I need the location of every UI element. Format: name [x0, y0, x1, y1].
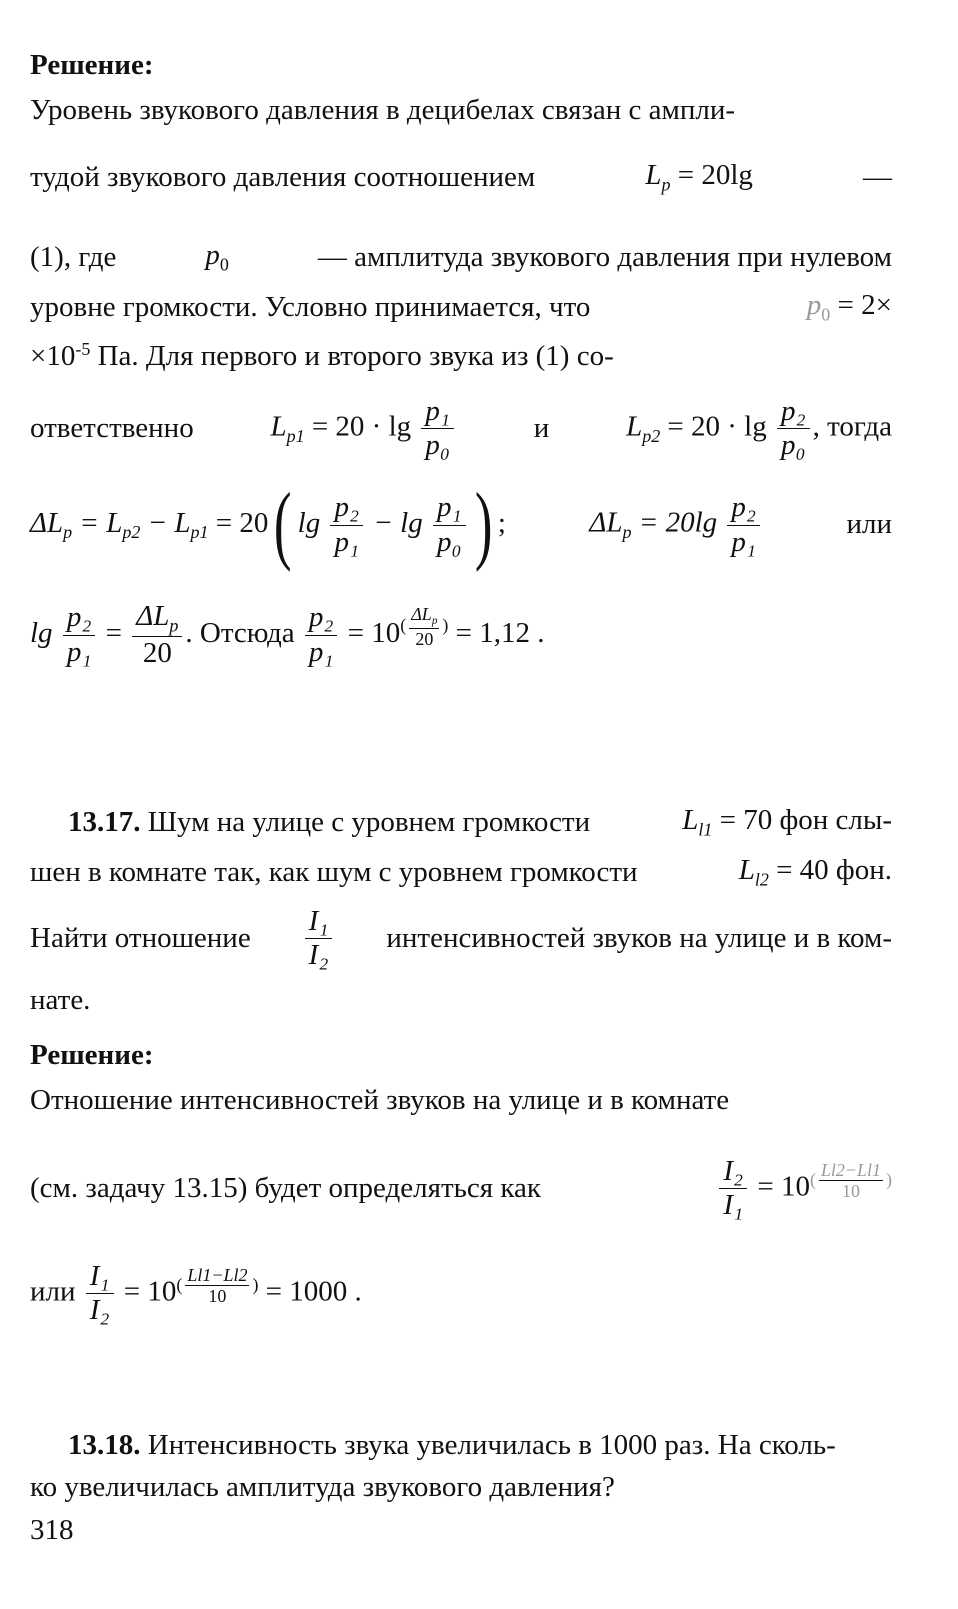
text: или	[30, 1275, 76, 1308]
solution-2-line-3	[30, 1260, 362, 1328]
problem-13-17-line-2	[30, 855, 892, 890]
numerator: p₂	[727, 491, 760, 525]
operator: = 20	[208, 506, 269, 539]
numerator: I₁	[305, 905, 333, 939]
formula	[739, 855, 892, 890]
subscript: p	[63, 522, 73, 543]
operator: = 10	[340, 616, 401, 649]
denominator: p₀	[436, 525, 462, 558]
problem-text	[30, 1429, 836, 1461]
fraction	[433, 491, 466, 559]
formula-lp2	[626, 395, 892, 463]
operator: =	[98, 616, 130, 649]
subscript: p	[169, 615, 179, 636]
log: − lg	[366, 506, 423, 539]
solution-1-line-2	[30, 160, 892, 195]
denominator: p₁	[334, 525, 360, 558]
text: ×10	[30, 339, 76, 372]
solution-1-line-5	[30, 340, 614, 373]
fraction	[819, 1160, 883, 1202]
fraction	[421, 395, 454, 463]
text: тудой звукового давления соотношением	[30, 160, 536, 193]
left-paren: (	[274, 476, 292, 573]
text: = 70 фон слы-	[712, 804, 892, 836]
denominator: p₀	[425, 429, 450, 462]
problem-13-17-line-1	[30, 805, 892, 840]
formula-p0	[807, 290, 892, 325]
operator: = 20lg	[631, 506, 718, 539]
numerator: I₁	[86, 1260, 114, 1294]
symbol: ΔL	[589, 506, 623, 539]
subscript: p2	[642, 425, 661, 446]
subscript: p1	[286, 425, 305, 446]
exponent: -5	[75, 339, 91, 359]
text: Отношение интенсивностей звуков на улице и в комнате	[30, 1084, 730, 1116]
solution-1-line-3	[30, 240, 892, 275]
solution-1-line-8	[30, 600, 544, 670]
text: (1), где	[30, 240, 117, 273]
subscript: p	[661, 174, 671, 195]
dash: —	[863, 160, 892, 193]
exponent: ( $\frac{Ll2-Ll1}{10}$ )	[809, 1159, 892, 1202]
result: = 1000 .	[258, 1275, 362, 1308]
symbol: p	[205, 239, 220, 271]
numerator: I₂	[719, 1155, 747, 1189]
right-paren: )	[474, 476, 492, 573]
fraction	[330, 491, 363, 559]
text: , тогда	[812, 410, 892, 443]
operator: = 20 · lg	[304, 410, 412, 443]
fraction	[409, 604, 439, 649]
value: = 2×	[837, 289, 892, 321]
text: . Отсюда	[185, 616, 295, 649]
numerator: p₂	[305, 601, 338, 635]
formula-rest: = 20lg	[670, 159, 753, 191]
text: Па. Для первого и второго звука из (1) со-	[90, 339, 614, 372]
numerator: Ll1−Ll2	[187, 1264, 248, 1285]
subscript: p	[431, 615, 438, 628]
solution-1-line-7	[30, 476, 892, 573]
denominator: 20	[415, 629, 434, 650]
fraction	[719, 1155, 747, 1223]
operator: = 10	[116, 1275, 177, 1308]
denominator: I₂	[308, 939, 329, 972]
denominator: 10	[208, 1286, 227, 1307]
operator: = 10	[750, 1170, 810, 1203]
formula	[682, 805, 892, 840]
symbol: p	[806, 289, 822, 321]
text: — амплитуда звукового давления при нулевом	[317, 240, 892, 273]
text: = 40 фон.	[768, 854, 892, 886]
numerator: p₂	[330, 491, 363, 525]
solution-2-line-2	[30, 1155, 892, 1223]
symbol: ΔL	[30, 506, 64, 539]
subscript: 0	[821, 304, 831, 325]
symbol: L	[682, 804, 699, 836]
operator: = 20 · lg	[660, 410, 767, 443]
numerator: p₁	[421, 395, 454, 429]
denominator: 20	[142, 636, 172, 669]
text: (см. задачу 13.15) будет определяться как	[30, 1171, 541, 1204]
symbol: ΔL	[136, 600, 170, 632]
subscript: l2	[754, 869, 769, 890]
numerator: p₁	[433, 491, 466, 525]
subscript: 0	[219, 254, 229, 275]
denominator: p₁	[66, 635, 92, 668]
problem-number: 13.17.	[68, 805, 141, 838]
problem-13-18-line-1	[30, 1430, 836, 1462]
log: lg	[297, 506, 321, 539]
formula-lp1	[270, 395, 457, 463]
solution-heading-1: Решение:	[30, 49, 154, 81]
problem-number: 13.18.	[68, 1429, 141, 1461]
formula	[716, 1155, 892, 1223]
denominator: 10	[841, 1181, 860, 1202]
result: = 1,12 .	[448, 616, 545, 649]
problem-13-18-line-2: ко увеличилась амплитуда звукового давления?	[30, 1471, 615, 1503]
symbol: L	[626, 410, 643, 443]
text: Уровень звукового давления в децибелах связан с ампли-	[30, 94, 736, 126]
problem-13-17-line-4: нате.	[30, 984, 91, 1016]
numerator	[132, 600, 182, 637]
fraction	[132, 600, 182, 670]
subscript: l1	[698, 819, 713, 840]
fraction	[86, 1260, 114, 1328]
numerator: p₂	[63, 601, 96, 635]
problem-13-17-line-3	[30, 905, 892, 973]
symbol: − L	[140, 506, 191, 539]
formula-lp	[645, 160, 753, 195]
page-number: 318	[30, 1514, 74, 1546]
exponent: ( $\frac{\Delta L_p}{20}$ )	[400, 604, 449, 650]
solution-1-line-6	[30, 395, 892, 463]
denominator: p₁	[731, 525, 757, 558]
fraction	[305, 601, 338, 669]
text: уровне громкости. Условно принимается, что	[30, 290, 591, 323]
subscript: p2	[122, 522, 141, 543]
subscript: p	[622, 522, 632, 543]
fraction	[777, 395, 810, 463]
fraction	[727, 491, 760, 559]
text: ответственно	[30, 411, 194, 444]
text: Найти отношение	[30, 921, 251, 954]
text: шен в комнате так, как шум с уровнем громкости	[30, 855, 638, 888]
solution-1-line-4	[30, 290, 892, 325]
conjunction: и	[533, 411, 550, 444]
symbol: L	[645, 159, 662, 191]
exponent: ( $\frac{Ll1-Ll2}{10}$ )	[176, 1264, 259, 1307]
denominator: p₀	[781, 429, 806, 462]
numerator	[409, 604, 439, 629]
numerator: p₂	[777, 395, 810, 429]
log: lg	[30, 616, 53, 649]
symbol: L	[270, 410, 287, 443]
text: интенсивностей звуков на улице и в ком-	[386, 921, 892, 954]
formula-delta-lp	[30, 476, 506, 573]
punct: ;	[497, 506, 506, 539]
fraction	[305, 905, 333, 973]
fraction	[63, 601, 96, 669]
numerator: Ll2−Ll1	[820, 1159, 882, 1180]
text: Шум на улице с уровнем громкости	[140, 805, 591, 838]
formula-delta-lp-2	[589, 491, 763, 559]
solution-1-line-1	[30, 95, 892, 127]
subscript: p1	[190, 522, 209, 543]
fraction	[185, 1265, 249, 1307]
solution-heading-2: Решение:	[30, 1039, 154, 1071]
symbol-p0	[205, 240, 228, 275]
symbol: L	[738, 854, 755, 886]
text: Интенсивность звука увеличилась в 1000 раз. На сколь-	[140, 1429, 836, 1461]
solution-2-line-1	[30, 1085, 892, 1117]
denominator: I₁	[723, 1189, 744, 1222]
symbol: = L	[72, 506, 123, 539]
symbol: ΔL	[411, 604, 432, 625]
denominator: I₂	[89, 1294, 110, 1327]
denominator: p₁	[308, 635, 334, 668]
conjunction: или	[846, 508, 892, 541]
problem-text	[30, 807, 590, 839]
